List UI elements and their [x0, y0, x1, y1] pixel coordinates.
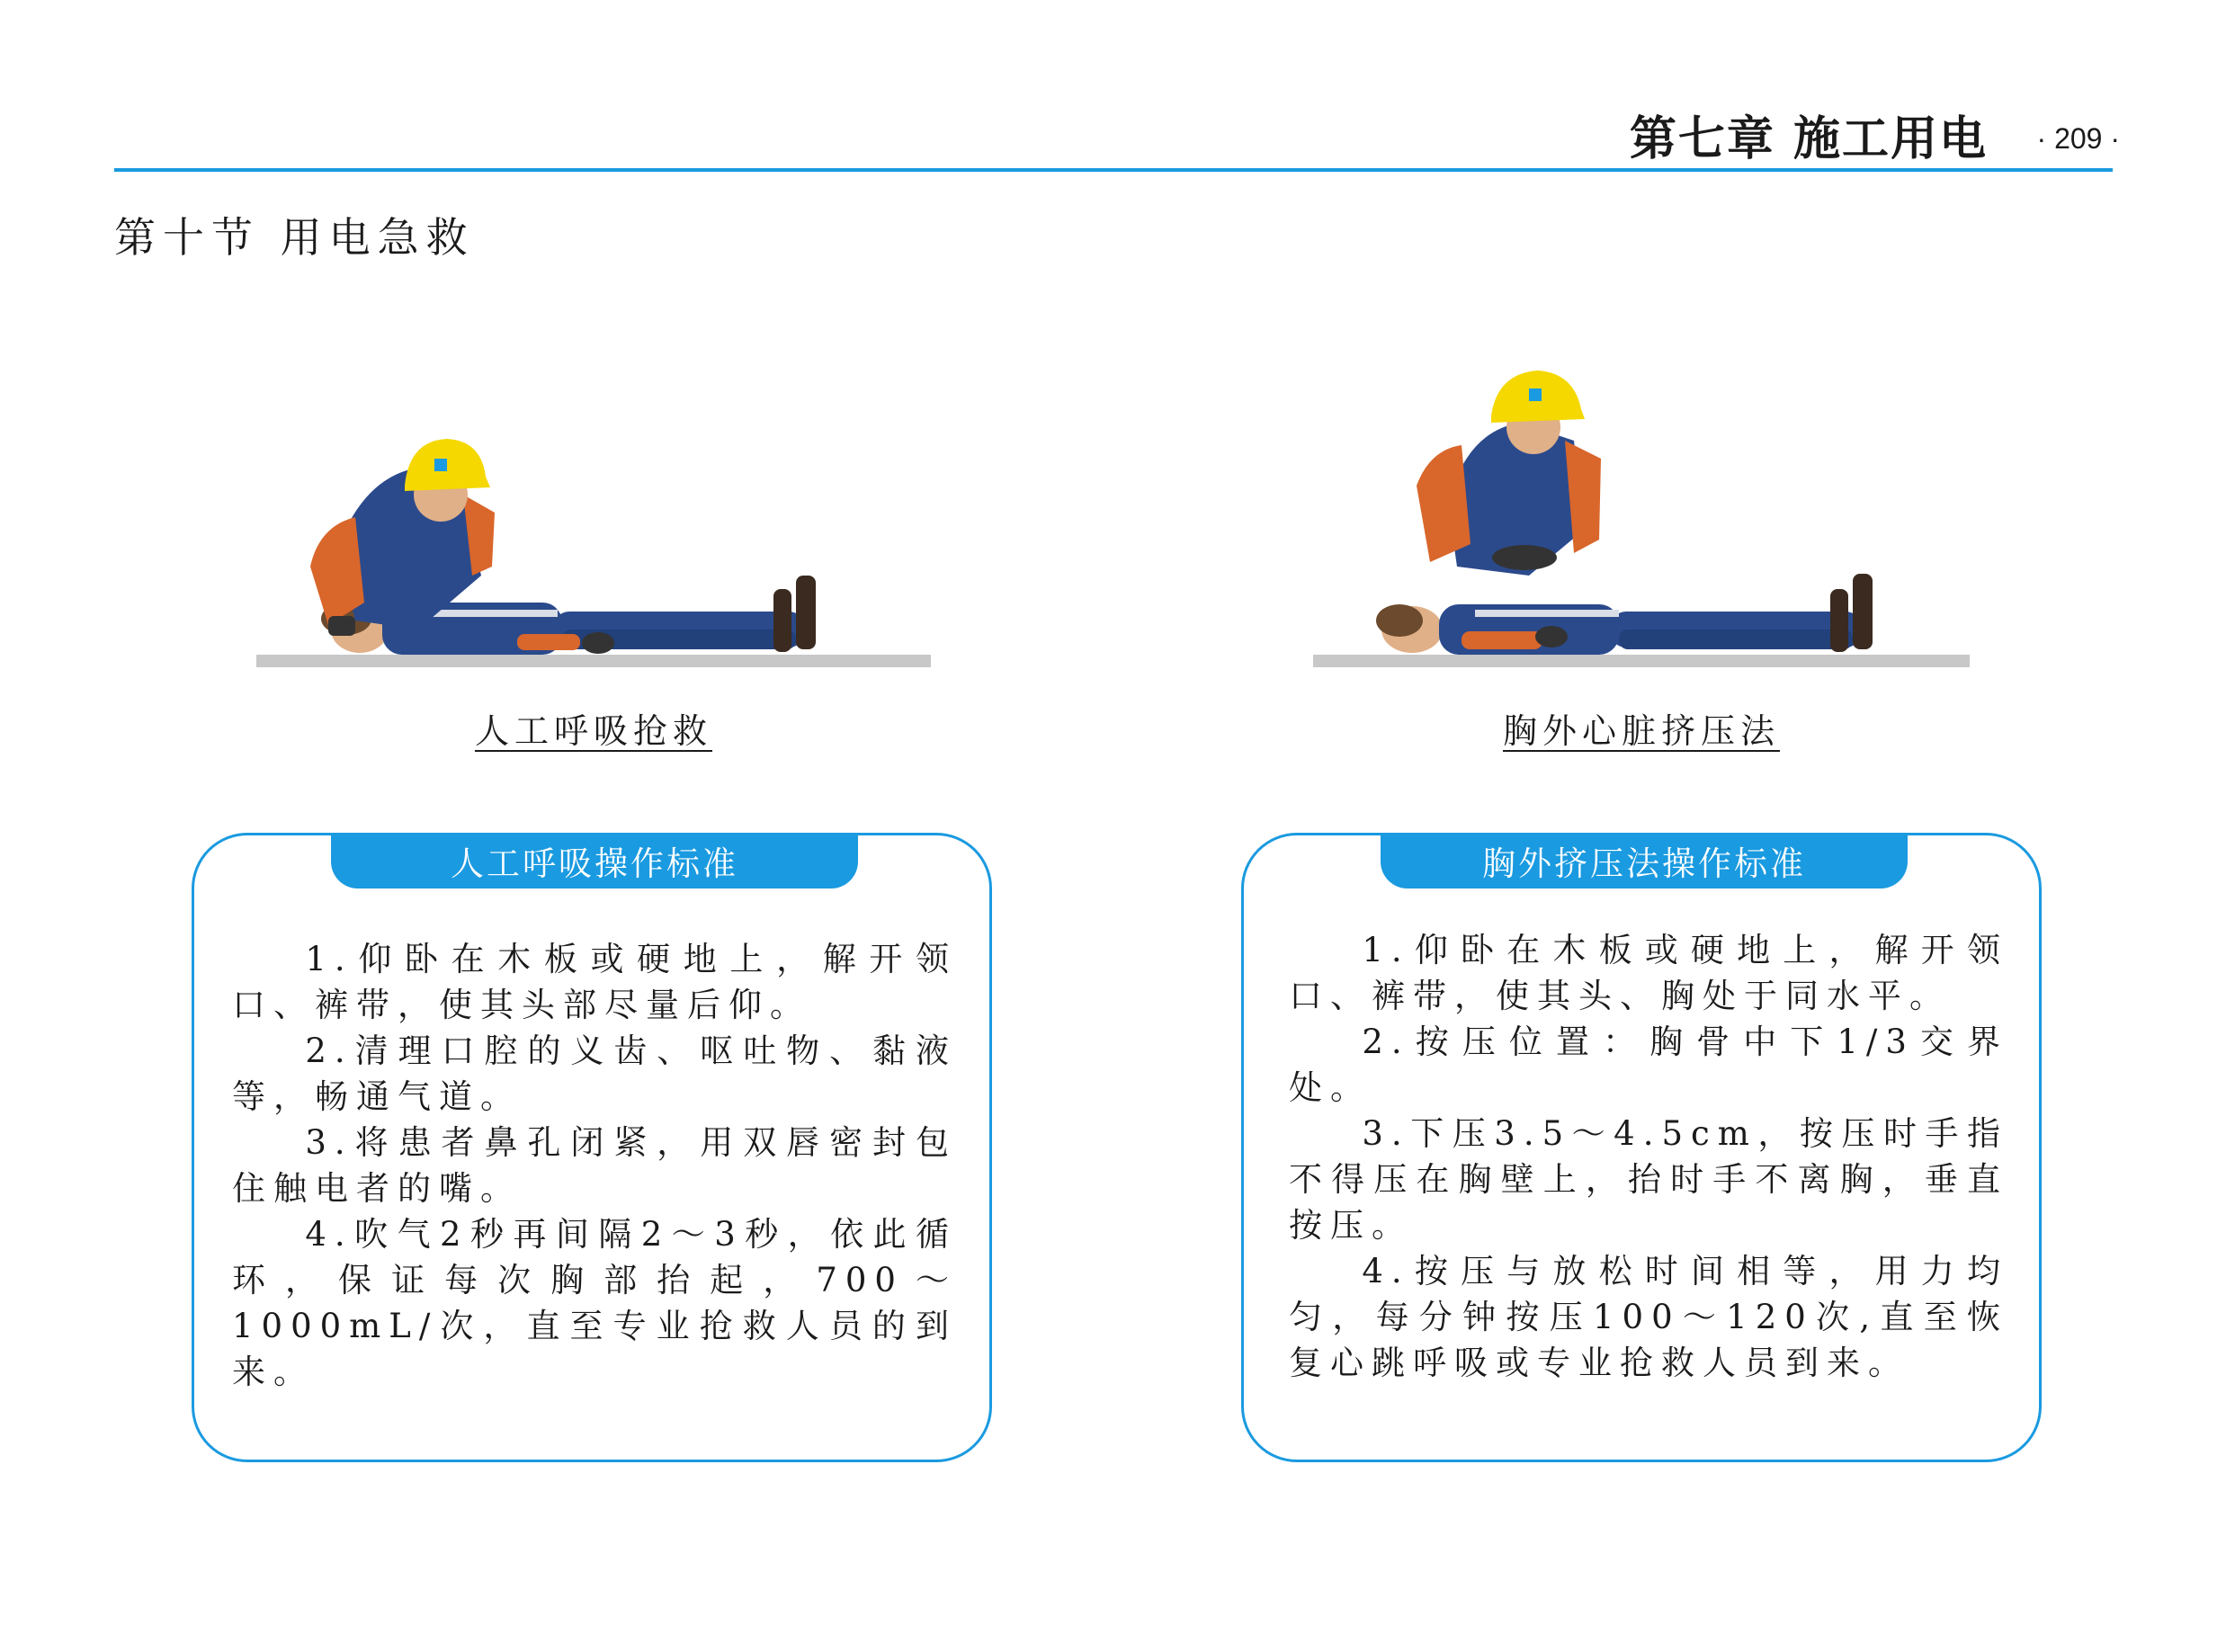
standard-step: 2.清理口腔的义齿、呕吐物、黏液等，畅通气道。	[232, 1031, 957, 1116]
page-number: · 209 ·	[2036, 122, 2120, 155]
chest-compression-illustration	[1313, 369, 1970, 674]
standard-step: 4.吹气2秒再间隔2～3秒，依此循环，保证每次胸部抬起，700～1000mL/次，直至专业抢救人员的到来。	[232, 1215, 957, 1391]
card-body	[232, 936, 957, 1395]
floor-board	[256, 655, 931, 667]
floor-board	[1313, 655, 1970, 667]
chapter-title: 第七章 施工用电	[1629, 112, 1988, 166]
section-title: 第十节 用电急救	[114, 213, 475, 262]
card-body	[1289, 927, 2008, 1386]
standard-step: 1.仰卧在木板或硬地上，解开领口、裤带，使其头部尽量后仰。	[232, 940, 957, 1024]
card-title: 胸外挤压法操作标准	[1381, 833, 1908, 889]
standard-step: 4.按压与放松时间相等，用力均匀，每分钟按压100～120次,直至恢复心跳呼吸或专业抢救人员到来。	[1289, 1252, 2008, 1382]
helmet-icon	[405, 439, 490, 491]
standard-step: 1.仰卧在木板或硬地上，解开领口、裤带，使其头、胸处于同水平。	[1289, 931, 2008, 1015]
header-rule	[114, 168, 2113, 172]
standard-step: 3.将患者鼻孔闭紧，用双唇密封包住触电者的嘴。	[232, 1123, 957, 1208]
figure-caption-rescue-breathing: 人工呼吸抢救	[474, 711, 713, 751]
standard-step: 2.按压位置：胸骨中下1/3交界处。	[1289, 1022, 2008, 1107]
chest-compression-standards-card	[1241, 833, 2042, 1462]
rescuer	[1417, 371, 1601, 576]
figure-caption-chest-compression: 胸外心脏挤压法	[1502, 711, 1781, 751]
rescue-breathing-illustration	[256, 432, 931, 674]
rescue-breathing-standards-card	[192, 833, 992, 1462]
card-title: 人工呼吸操作标准	[331, 833, 858, 889]
standard-step: 3.下压3.5～4.5cm，按压时手指不得压在胸壁上，抬时手不离胸，垂直按压。	[1289, 1114, 2008, 1245]
lying-person	[1376, 574, 1873, 655]
